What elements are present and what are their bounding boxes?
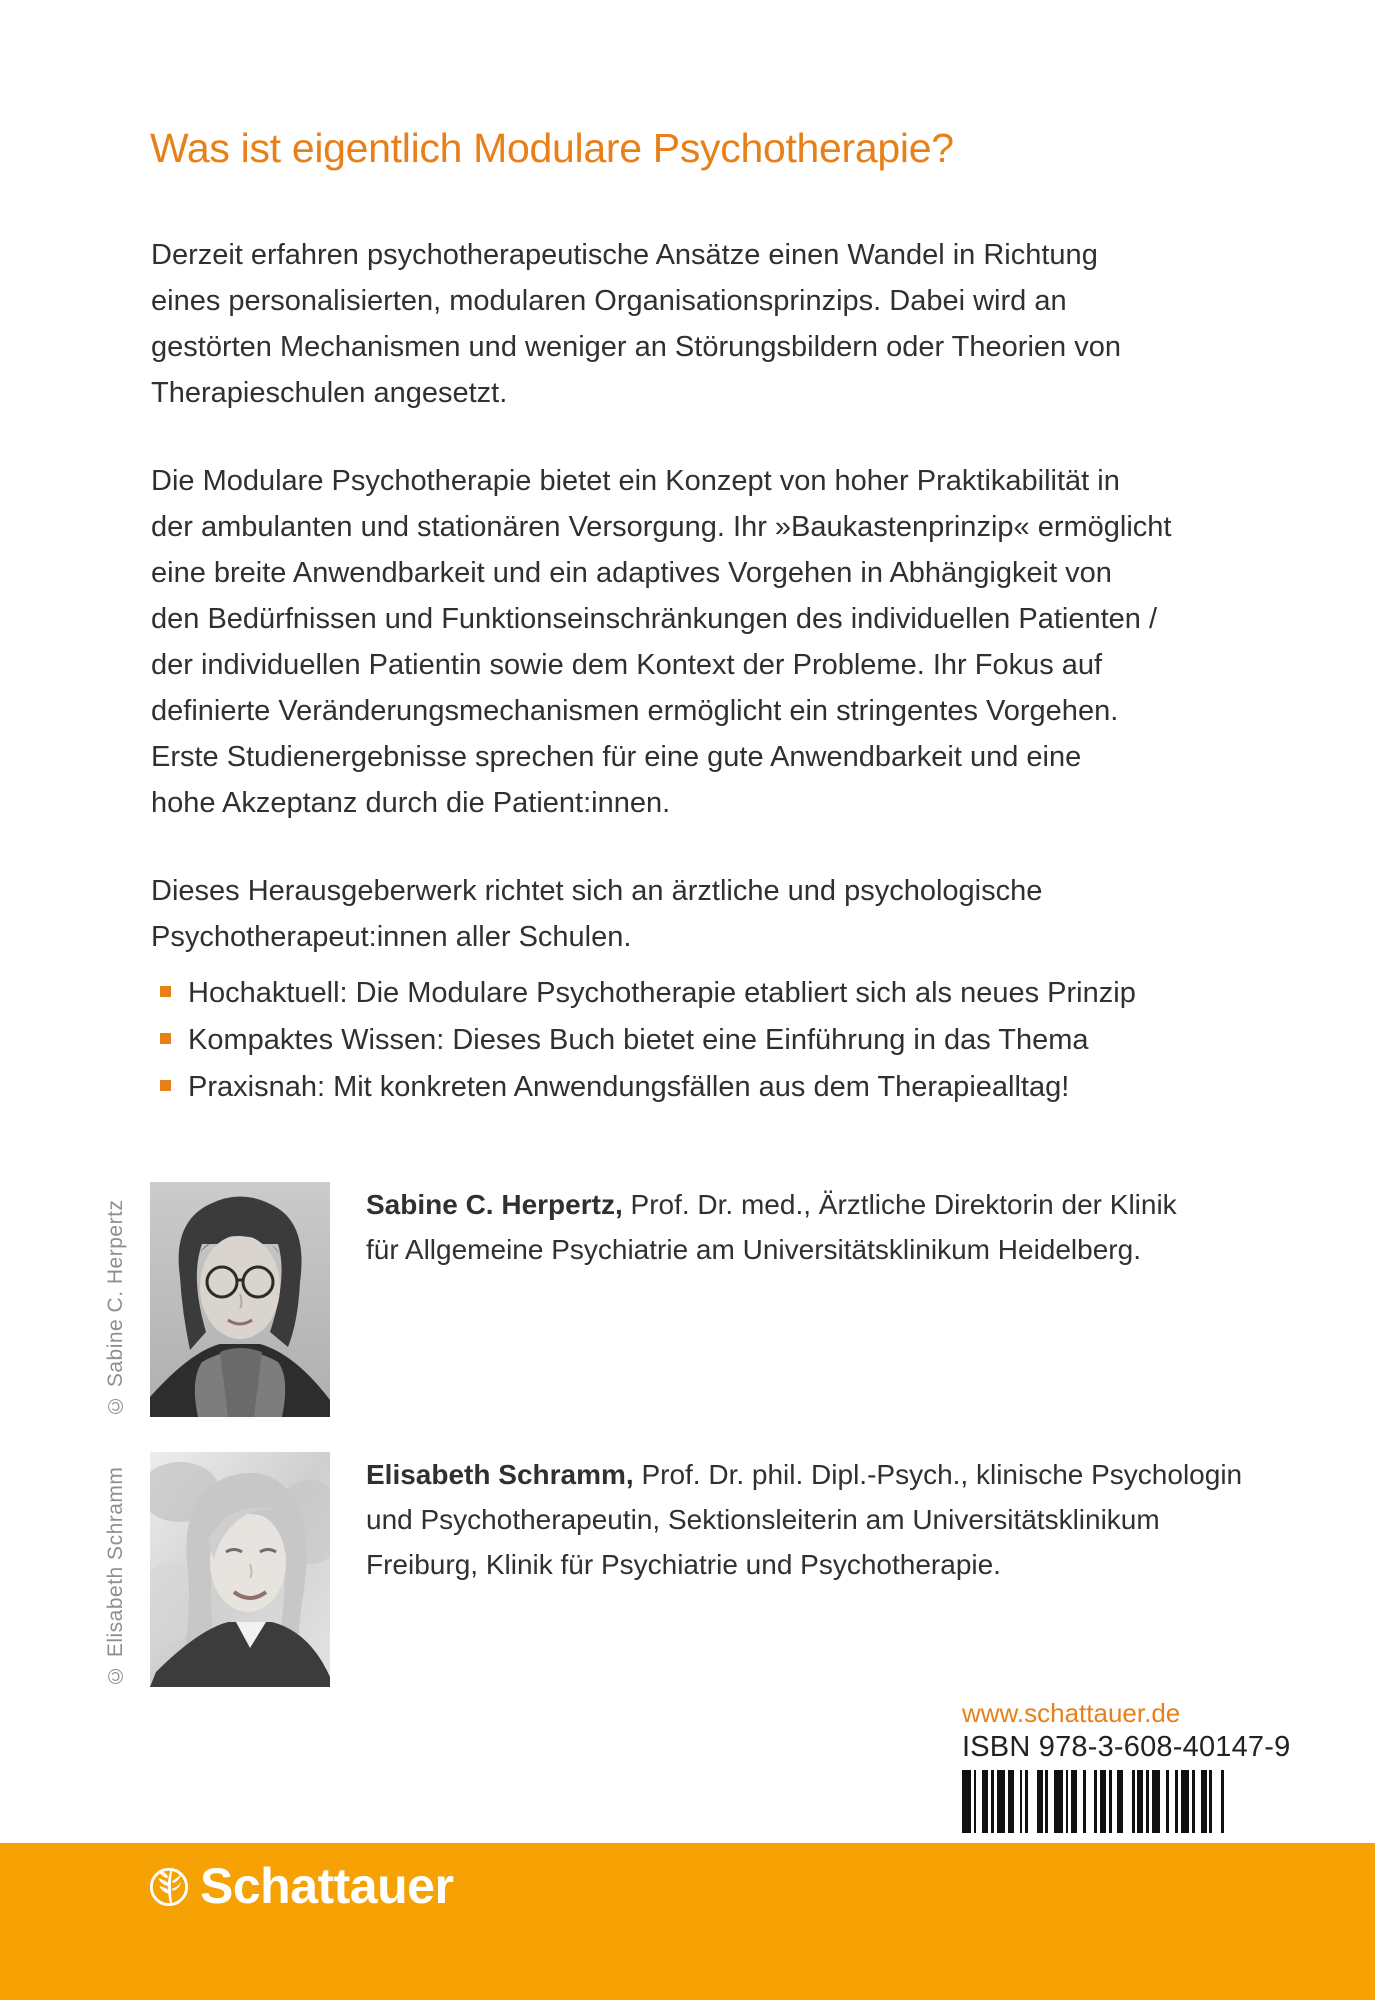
author-name: Elisabeth Schramm, (366, 1459, 634, 1490)
paragraph-line: Die Modulare Psychotherapie bietet ein Konzept von hoher Praktikabilität in (151, 465, 1120, 497)
paragraph-line: Erste Studienergebnisse sprechen für eine gute Anwendbarkeit und eine (151, 741, 1082, 773)
barcode-bar (1054, 1770, 1063, 1833)
paragraph-line: eines personalisierten, modularen Organisationsprinzips. Dabei wird an (151, 285, 1067, 317)
bullet-square-icon (160, 1033, 171, 1044)
barcode-bar (1028, 1770, 1037, 1833)
paragraph-3 (151, 868, 1042, 960)
highlight-list (160, 970, 1136, 1111)
paragraph-line: Derzeit erfahren psychotherapeutische Ansätze einen Wandel in Richtung (151, 239, 1098, 271)
bio-text: Prof. Dr. med., Ärztliche Direktorin der Klinik (630, 1189, 1177, 1220)
bio-line: für Allgemeine Psychiatrie am Universitätsklinikum Heidelberg. (366, 1234, 1141, 1265)
barcode-bar (962, 1770, 971, 1833)
bio-line (366, 1452, 1242, 1497)
paragraph-1 (151, 232, 1121, 416)
barcode-bar (1152, 1770, 1161, 1833)
list-item-text: Praxisnah: Mit konkreten Anwendungsfällen aus dem Therapiealltag! (188, 1071, 1070, 1103)
paragraph-line: hohe Akzeptanz durch die Patient:innen. (151, 787, 671, 819)
paragraph-line: der ambulanten und stationären Versorgung. Ihr »Baukastenprinzip« ermöglicht (151, 511, 1172, 543)
author-bio-herpertz (366, 1182, 1177, 1272)
portrait-schramm-graphic (150, 1452, 330, 1687)
publisher-logo (148, 1858, 454, 1914)
isbn-number: ISBN 978-3-608-40147-9 (962, 1731, 1291, 1763)
publisher-website: www.schattauer.de (962, 1698, 1181, 1728)
bio-line: und Psychotherapeutin, Sektionsleiterin am Universitätsklinikum (366, 1504, 1160, 1535)
paragraph-line: Therapieschulen angesetzt. (151, 377, 508, 409)
page-title: Was ist eigentlich Modulare Psychotherapie? (150, 125, 954, 171)
barcode-bar (1123, 1770, 1132, 1833)
list-item-text: Hochaktuell: Die Modulare Psychotherapie etabliert sich als neues Prinzip (188, 977, 1136, 1009)
paragraph-line: Psychotherapeut:innen aller Schulen. (151, 921, 632, 953)
bio-line (366, 1182, 1177, 1227)
photo-credit-herpertz: © Sabine C. Herpertz (104, 1199, 127, 1417)
paragraph-line: den Bedürfnissen und Funktionseinschränkungen des individuellen Patienten / (151, 603, 1158, 635)
paragraph-line: Dieses Herausgeberwerk richtet sich an ärztliche und psychologische (151, 875, 1043, 907)
barcode-bar (1181, 1770, 1190, 1833)
paragraph-line: definierte Veränderungsmechanismen ermöglicht ein stringentes Vorgehen. (151, 695, 1119, 727)
author-photo-schramm (150, 1452, 330, 1687)
schattauer-wheat-icon (148, 1865, 190, 1907)
author-bio-schramm (366, 1452, 1242, 1587)
list-item (160, 970, 1136, 1017)
portrait-herpertz-graphic (150, 1182, 330, 1417)
bio-line: Freiburg, Klinik für Psychiatrie und Psychotherapie. (366, 1549, 1001, 1580)
list-item (160, 1064, 1136, 1111)
list-item (160, 1017, 1136, 1064)
paragraph-line: gestörten Mechanismen und weniger an Störungsbildern oder Theorien von (151, 331, 1121, 363)
barcode-bar (1212, 1770, 1221, 1833)
photo-credit-schramm: © Elisabeth Schramm (104, 1466, 127, 1687)
barcode-bar (1224, 1770, 1230, 1833)
paragraph-2 (151, 458, 1171, 826)
publisher-logo-text: Schattauer (200, 1858, 454, 1914)
author-photo-herpertz (150, 1182, 330, 1417)
barcode-bar (997, 1770, 1006, 1833)
bullet-square-icon (160, 1080, 171, 1091)
paragraph-line: eine breite Anwendbarkeit und ein adaptives Vorgehen in Abhängigkeit von (151, 557, 1112, 589)
list-item-text: Kompaktes Wissen: Dieses Buch bietet eine Einführung in das Thema (188, 1024, 1089, 1056)
isbn-barcode (962, 1770, 1230, 1833)
paragraph-line: der individuellen Patientin sowie dem Kontext der Probleme. Ihr Fokus auf (151, 649, 1103, 681)
publisher-footer-band (0, 1843, 1375, 2000)
bio-text: Prof. Dr. phil. Dipl.-Psych., klinische Psychologin (641, 1459, 1243, 1490)
author-name: Sabine C. Herpertz, (366, 1189, 623, 1220)
bullet-square-icon (160, 986, 171, 997)
barcode-bar (1086, 1770, 1095, 1833)
